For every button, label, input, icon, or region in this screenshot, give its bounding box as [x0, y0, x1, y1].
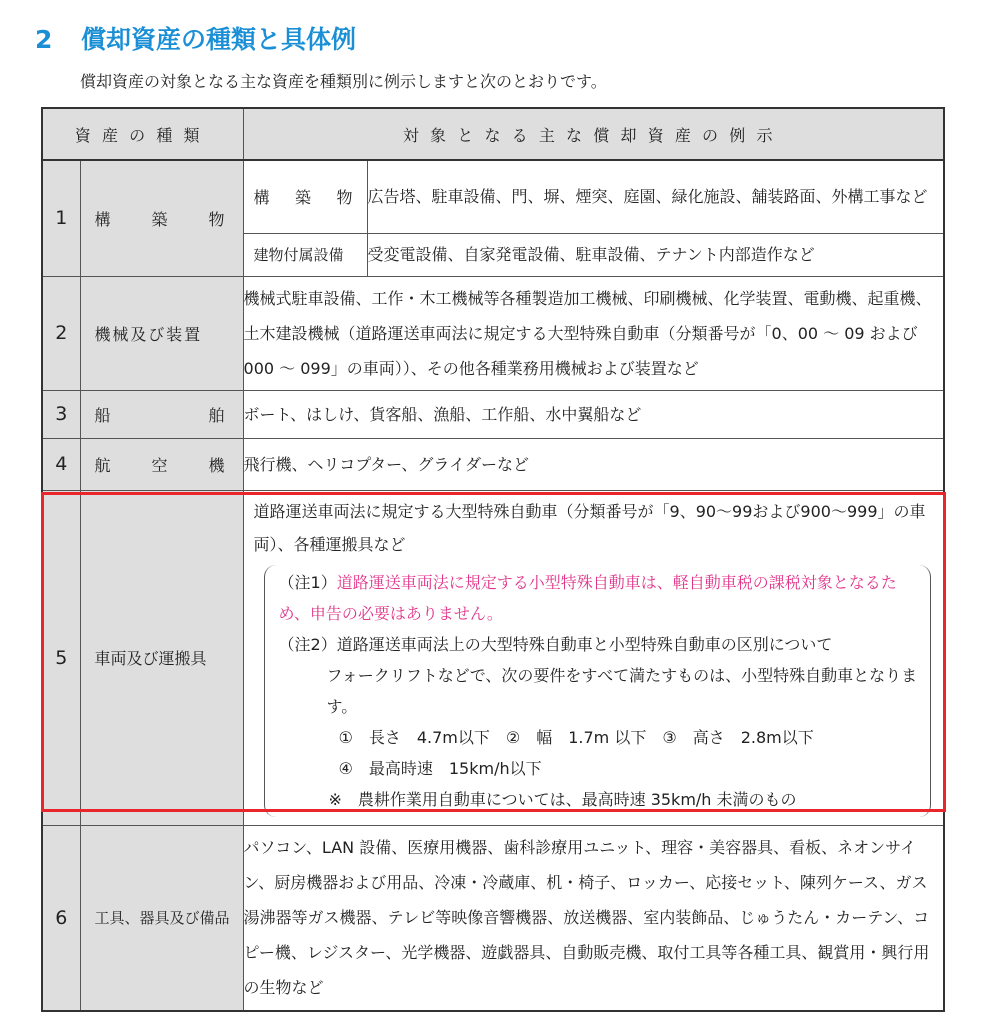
- sub-label-char: 物: [336, 188, 353, 208]
- category-char: 空: [151, 455, 168, 475]
- row-main-text: 道路運送車両法に規定する大型特殊自動車（分類番号が「9、90～99および900～999」の車両）、各種運搬具など: [253, 501, 926, 554]
- section-heading: [35, 20, 356, 56]
- section-number: 2: [35, 25, 53, 54]
- category-char: 物: [208, 209, 225, 229]
- sub-category-label: [243, 160, 367, 233]
- row-number: 1: [42, 160, 80, 276]
- table-row: [42, 825, 944, 1011]
- row-category: [80, 490, 243, 825]
- header-examples: 対象となる主な償却資産の例示: [243, 108, 944, 160]
- category-char: 構: [94, 209, 111, 229]
- intro-text: 償却資産の対象となる主な資産を種類別に例示しますと次のとおりです。: [80, 72, 607, 91]
- note-2-title: 道路運送車両法上の大型特殊自動車と小型特殊自動車の区別について: [336, 634, 833, 654]
- category-char: 機: [208, 455, 225, 475]
- row-examples: 機械式駐車設備、工作・木工機械等各種製造加工機械、印刷機械、化学装置、電動機、起重機、土木建設機械（道路運送車両法に規定する大型特殊自動車（分類番号が「0、00 ～ 09 および 000 ～ 099」の車両））、その他各種業務用機械および装置など: [243, 276, 944, 390]
- table-row: [42, 438, 944, 490]
- row-examples: 受変電設備、自家発電設備、駐車設備、テナント内部造作など: [367, 233, 944, 276]
- requirement-line: ① 長さ 4.7m以下 ② 幅 1.7m 以下 ③ 高さ 2.8m以下: [338, 727, 814, 747]
- note-1: [279, 567, 925, 629]
- row-category: [80, 390, 243, 438]
- row-category: [80, 825, 243, 1011]
- row-number: 2: [42, 276, 80, 390]
- table-row: [42, 490, 944, 825]
- row-category: [80, 438, 243, 490]
- row-examples: 広告塔、駐車設備、門、塀、煙突、庭園、緑化施設、舗装路面、外構工事など: [367, 160, 944, 233]
- note-2-label: （注2）: [278, 634, 337, 654]
- note-2-body: フォークリフトなどで、次の要件をすべて満たすものは、小型特殊自動車となります。: [326, 665, 918, 716]
- note-1-label: （注1）: [278, 572, 337, 592]
- note-1-text: 道路運送車両法に規定する小型特殊自動車は、軽自動車税の課税対象となるため、申告の必要はありません。: [278, 572, 897, 623]
- row-category: [80, 276, 243, 390]
- sub-label-char: 構: [253, 188, 270, 208]
- category-char: 航: [94, 455, 111, 475]
- category-char: 船: [94, 405, 111, 425]
- row-examples: [243, 490, 944, 825]
- table-row: [42, 276, 944, 390]
- section-title: 償却資産の種類と具体例: [81, 25, 357, 54]
- sub-label-text: 建物付属設備: [253, 246, 344, 264]
- sub-label-char: 築: [295, 188, 312, 208]
- table-row: [42, 160, 944, 233]
- row-category: [80, 160, 243, 276]
- table-header-row: [42, 108, 944, 160]
- row-examples: ボート、はしけ、貨客船、漁船、工作船、水中翼船など: [243, 390, 944, 438]
- requirement-line: ④ 最高時速 15km/h以下: [338, 758, 542, 778]
- requirement-footnote: ※ 農耕作業用自動車については、最高時速 35km/h 未満のもの: [328, 789, 797, 809]
- row-number: 5: [42, 490, 80, 825]
- header-asset-type: 資産の種類: [42, 108, 243, 160]
- row-examples: 飛行機、ヘリコプター、グライダーなど: [243, 438, 944, 490]
- row-number: 6: [42, 825, 80, 1011]
- note-2: [279, 629, 925, 660]
- notes-bracket: [264, 565, 932, 817]
- table-row: [42, 390, 944, 438]
- row-number: 4: [42, 438, 80, 490]
- row-examples: パソコン、LAN 設備、医療用機器、歯科診療用ユニット、理容・美容器具、看板、ネオンサイン、厨房機器および用品、冷凍・冷蔵庫、机・椅子、ロッカー、応接セット、陳列ケース、ガス湯沸器等ガス機器、テレビ等映像音響機器、放送機器、室内装飾品、じゅうたん・カーテン、コピー機、レジスター、光学機器、遊戯器具、自動販売機、取付工具等各種工具、観賞用・興行用の生物など: [243, 825, 944, 1011]
- category-char: 築: [151, 209, 168, 229]
- category-char: 舶: [208, 405, 225, 425]
- row-number: 3: [42, 390, 80, 438]
- category-text: 車両及び運搬具: [94, 649, 207, 668]
- category-text: 工具、器具及び備品: [94, 909, 230, 928]
- asset-types-table: [41, 107, 945, 1012]
- category-text: 機械及び装置: [94, 324, 203, 344]
- sub-category-label: [243, 233, 367, 276]
